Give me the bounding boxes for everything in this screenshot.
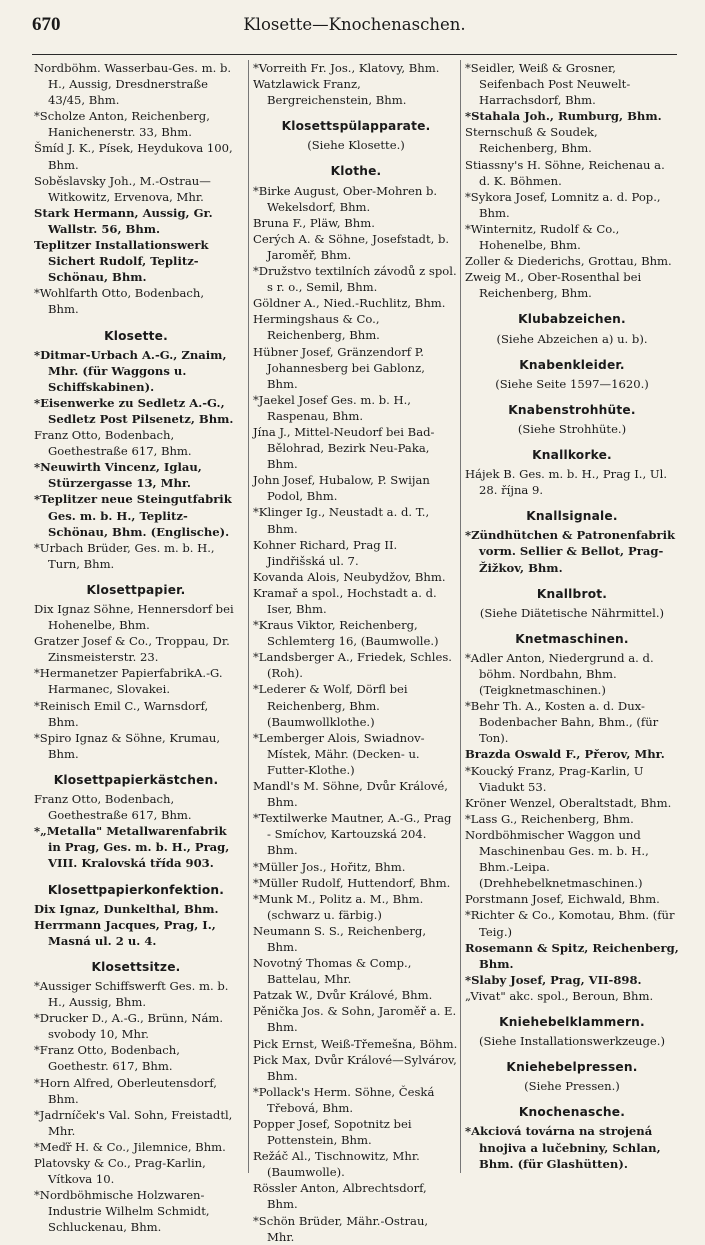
directory-entry: Pick Ernst, Weiß-Třemešna, Böhm. — [253, 1036, 458, 1051]
section-heading: Klosettspülapparate. — [281, 119, 431, 134]
directory-entry: *Horn Alfred, Oberleutensdorf, Bhm. — [34, 1075, 217, 1106]
directory-entry: *Hermanetzer PapierfabrikA.-G. Harmanec, Slovakei. — [34, 666, 223, 697]
directory-entry: *Ditmar-Urbach A.-G., Znaim, Mhr. (für Waggons u. Schiffskabinen). — [34, 347, 227, 394]
directory-entry: *Richter & Co., Komotau, Bhm. (für Teig.) — [465, 908, 675, 939]
directory-entry: Herrmann Jacques, Prag, I., Masná ul. 2 u. 4. — [34, 917, 216, 948]
directory-entry: *Družstvo textilních závodů z spol. s r. o., Semil, Bhm. — [253, 264, 457, 295]
directory-entry: Porstmann Josef, Eichwald, Bhm. — [465, 892, 660, 907]
directory-entry: Patzak W., Dvůr Králové, Bhm. — [253, 988, 433, 1003]
directory-entry: *Jaekel Josef Ges. m. b. H., Raspenau, Bhm. — [253, 392, 411, 423]
directory-entry: *Spiro Ignaz & Söhne, Krumau, Bhm. — [34, 730, 221, 761]
directory-entry: Franz Otto, Bodenbach, Goethestraße 617, Bhm. — [34, 792, 192, 823]
directory-entry: *Slaby Josef, Prag, VII-898. — [465, 972, 642, 987]
directory-entry: Kramař a spol., Hochstadt a. d. Iser, Bhm. — [253, 585, 437, 616]
directory-entry: *Wohlfarth Otto, Bodenbach, Bhm. — [34, 286, 205, 317]
directory-entry: *Koucký Franz, Prag-Karlin, U Viadukt 53. — [465, 763, 644, 794]
directory-entry: Brazda Oswald F., Přerov, Mhr. — [465, 747, 665, 762]
directory-entry: Neumann S. S., Reichenberg, Bhm. — [253, 923, 427, 954]
running-title: Klosette—Knochenaschen. — [243, 15, 466, 34]
directory-entry: *Schön Brüder, Mähr.-Ostrau, Mhr. — [253, 1213, 429, 1244]
page-header — [32, 14, 677, 40]
directory-entry: *Meďř H. & Co., Jilemnice, Bhm. — [34, 1139, 226, 1154]
directory-entry: Hájek B. Ges. m. b. H., Prag I., Ul. 28. října 9. — [465, 467, 668, 498]
directory-entry: Kröner Wenzel, Oberaltstadt, Bhm. — [465, 795, 672, 810]
directory-entry: *Eisenwerke zu Sedletz A.-G., Sedletz Post Pilsenetz, Bhm. — [34, 395, 234, 426]
directory-entry: *Klinger Ig., Neustadt a. d. T., Bhm. — [253, 505, 430, 536]
directory-entry: *Lederer & Wolf, Dörfl bei Reichenberg, Bhm. (Baumwollklothe.) — [253, 682, 408, 729]
directory-entry: *Zündhütchen & Patronenfabrik vorm. Sellier & Bellot, Prag-Žižkov, Bhm. — [465, 528, 676, 575]
directory-entry: *Textilwerke Mautner, A.-G., Prag - Smíchov, Kartouzská 204. Bhm. — [253, 811, 452, 858]
section-heading: Knallkorke. — [532, 447, 612, 462]
directory-entry: *Reinisch Emil C., Warnsdorf, Bhm. — [34, 698, 209, 729]
directory-entry: Gratzer Josef & Co., Troppau, Dr. Zinsmeisterstr. 23. — [34, 634, 230, 665]
section-heading: Knabenstrohhüte. — [508, 402, 636, 417]
directory-entry: Hübner Josef, Gränzendorf P. Johannesberg bei Gablonz, Bhm. — [253, 344, 425, 391]
directory-entry: Stiassny's H. Söhne, Reichenau a. d. K. Böhmen. — [465, 157, 665, 188]
section-heading: Knochenasche. — [518, 1105, 626, 1120]
directory-entry: Göldner A., Nied.-Ruchlitz, Bhm. — [253, 296, 446, 311]
directory-entry: Cerých A. & Söhne, Josefstadt, b. Jaroměř, Bhm. — [253, 231, 450, 262]
directory-entry: *Scholze Anton, Reichenberg, Hanichenerstr. 33, Bhm. — [34, 109, 210, 140]
section-heading: Klubabzeichen. — [518, 312, 626, 327]
directory-entry: *Vorreith Fr. Jos., Klatovy, Bhm. — [253, 61, 440, 75]
page-number: 670 — [32, 14, 61, 35]
directory-entry: *Seidler, Weiß & Grosner, Seifenbach Post Neuwelt-Harrachsdorf, Bhm. — [465, 61, 631, 108]
directory-entry: *Drucker D., A.-G., Brünn, Nám. svobody 10, Mhr. — [34, 1011, 224, 1042]
directory-entry: Kovanda Alois, Neubydžov, Bhm. — [253, 569, 446, 584]
directory-entry: *„Metalla" Metallwarenfabrik in Prag, Ges. m. b. H., Prag, VIII. Kralovská třída 903. — [34, 824, 230, 871]
directory-entry: Nordböhmischer Waggon und Maschinenbau Ges. m. b. H., Bhm.-Leipa. (Drehhebelknetmaschinen.) — [465, 827, 649, 891]
directory-entry: Pick Max, Dvůr Králové—Sylvárov, Bhm. — [253, 1052, 457, 1083]
directory-entry: *Lass G., Reichenberg, Bhm. — [465, 811, 634, 826]
section-heading: Klosettpapierkonfektion. — [47, 882, 225, 897]
column-left — [34, 60, 238, 1235]
directory-entry: Pěnička Jos. & Sohn, Jaroměř a. E. Bhm. — [253, 1004, 457, 1035]
section-heading: Knabenkleider. — [519, 357, 625, 372]
directory-entry: „Vivat" akc. spol., Beroun, Bhm. — [465, 988, 654, 1003]
directory-entry: *Müller Jos., Hořitz, Bhm. — [253, 859, 406, 874]
directory-entry: John Josef, Hubalow, P. Swijan Podol, Bhm. — [253, 473, 430, 504]
directory-entry: Zoller & Diederichs, Grottau, Bhm. — [465, 254, 672, 269]
directory-entry: *Lemberger Alois, Swiadnov-Místek, Mähr. (Decken- u. Futter-Klothe.) — [253, 730, 425, 777]
directory-entry: Šmíd J. K., Písek, Heydukova 100, Bhm. — [34, 141, 233, 172]
directory-entry: *Neuwirth Vincenz, Iglau, Stürzergasse 13, Mhr. — [34, 460, 202, 491]
directory-entry: *Winternitz, Rudolf & Co., Hohenelbe, Bhm. — [465, 221, 620, 253]
directory-entry: Dix Ignaz Söhne, Hennersdorf bei Hohenelbe, Bhm. — [34, 602, 234, 633]
directory-entry: Nordböhm. Wasserbau-Ges. m. b. H., Aussig, Dresdnerstraße 43/45, Bhm. — [34, 61, 232, 108]
directory-entry: Teplitzer Installationswerk Sichert Rudolf, Teplitz-Schönau, Bhm. — [34, 238, 209, 285]
section-heading: Klosettpapierkästchen. — [53, 772, 219, 787]
directory-entry: Soběslavsky Joh., M.-Ostrau—Witkowitz, Ervenova, Mhr. — [34, 173, 211, 204]
see-reference: (Siehe Seite 1597—1620.) — [495, 376, 649, 391]
directory-entry: Mandl's M. Söhne, Dvůr Králové, Bhm. — [253, 779, 448, 810]
see-reference: (Siehe Pressen.) — [524, 1079, 620, 1094]
directory-entry: *Urbach Brüder, Ges. m. b. H., Turn, Bhm. — [34, 540, 215, 571]
directory-entry: *Birke August, Ober-Mohren b. Wekelsdorf, Bhm. — [253, 183, 438, 214]
see-reference: (Siehe Diätetische Nährmittel.) — [479, 605, 665, 620]
directory-entry: *Adler Anton, Niedergrund a. d. böhm. Nordbahn, Bhm. (Teigknetmaschinen.) — [465, 650, 654, 698]
directory-entry: Franz Otto, Bodenbach, Goethestraße 617, Bhm. — [34, 428, 192, 459]
section-heading: Klothe. — [330, 164, 382, 179]
directory-entry: Popper Josef, Sopotnitz bei Pottenstein, Bhm. — [253, 1117, 412, 1148]
directory-entry: *Behr Th. A., Kosten a. d. Dux-Bodenbacher Bahn, Bhm., (für Ton). — [465, 699, 659, 746]
see-reference: (Siehe Strohhüte.) — [517, 421, 627, 436]
directory-entry: Platovsky & Co., Prag-Karlin, Vítkova 10. — [34, 1156, 206, 1187]
directory-entry: *Landsberger A., Friedek, Schles. (Roh). — [253, 650, 452, 681]
column-right — [460, 60, 679, 1173]
directory-entry: Rössler Anton, Albrechtsdorf, Bhm. — [253, 1181, 427, 1212]
directory-entry: Bruna F., Pläw, Bhm. — [253, 215, 375, 230]
directory-entry: *Aussiger Schiffswerft Ges. m. b. H., Aussig, Bhm. — [34, 978, 229, 1010]
directory-entry: *Munk M., Politz a. M., Bhm. (schwarz u. färbig.) — [253, 891, 424, 922]
directory-entry: *Akciová továrna na strojená hnojiva a lučebniny, Schlan, Bhm. (für Glashütten). — [465, 1124, 661, 1171]
section-heading: Knallsignale. — [526, 509, 618, 524]
see-reference: (Siehe Installationswerkzeuge.) — [479, 1034, 665, 1049]
section-heading: Klosettpapier. — [86, 582, 186, 597]
directory-entry: *Müller Rudolf, Huttendorf, Bhm. — [253, 875, 451, 890]
directory-entry: Zweig M., Ober-Rosenthal bei Reichenberg, Bhm. — [465, 270, 642, 301]
directory-entry: *Pollack's Herm. Söhne, Česká Třebová, Bhm. — [253, 1084, 435, 1115]
directory-entry: *Stahala Joh., Rumburg, Bhm. — [465, 109, 662, 124]
directory-entry: Dix Ignaz, Dunkelthal, Bhm. — [34, 901, 219, 916]
directory-entry: *Jadrníček's Val. Sohn, Freistadtl, Mhr. — [34, 1107, 233, 1138]
directory-entry: Jína J., Mittel-Neudorf bei Bad-Bělohrad, Bezirk Neu-Paka, Bhm. — [253, 424, 435, 472]
section-heading: Klosettsitze. — [91, 959, 181, 974]
directory-entry: Novotný Thomas & Comp., Battelau, Mhr. — [253, 956, 412, 987]
section-heading: Kniehebelpressen. — [506, 1060, 638, 1075]
section-heading: Klosette. — [104, 328, 168, 343]
directory-entry: Hermingshaus & Co., Reichenberg, Bhm. — [253, 312, 380, 343]
section-heading: Kniehebelklammern. — [499, 1014, 645, 1029]
directory-entry: Rosemann & Spitz, Reichenberg, Bhm. — [465, 940, 679, 971]
directory-entry: Watzlawick Franz, Bergreichenstein, Bhm. — [253, 77, 407, 108]
directory-entry: *Teplitzer neue Steingutfabrik Ges. m. b. H., Teplitz-Schönau, Bhm. (Englische). — [34, 492, 232, 539]
section-heading: Knallbrot. — [536, 586, 608, 601]
directory-entry: Režáč Al., Tischnowitz, Mhr. (Baumwolle). — [253, 1149, 420, 1180]
see-reference: (Siehe Klosette.) — [307, 138, 405, 153]
header-rule — [32, 54, 677, 55]
directory-entry: Sternschuß & Soudek, Reichenberg, Bhm. — [465, 125, 598, 156]
see-reference: (Siehe Abzeichen a) u. b). — [496, 331, 648, 346]
directory-entry: *Franz Otto, Bodenbach, Goethestr. 617, Bhm. — [34, 1043, 180, 1074]
directory-entry: *Kraus Viktor, Reichenberg, Schlemterg 16, (Baumwolle.) — [253, 618, 439, 649]
section-heading: Knetmaschinen. — [515, 631, 629, 646]
directory-entry: Kohner Richard, Prag II. Jindřišská ul. 7. — [253, 537, 398, 568]
column-middle — [248, 60, 459, 1244]
directory-entry: *Sykora Josef, Lomnitz a. d. Pop., Bhm. — [465, 189, 661, 220]
directory-entry: Stark Hermann, Aussig, Gr. Wallstr. 56, Bhm. — [34, 205, 213, 236]
directory-entry: *Nordböhmische Holzwaren-Industrie Wilhelm Schmidt, Schluckenau, Bhm. — [34, 1188, 210, 1235]
